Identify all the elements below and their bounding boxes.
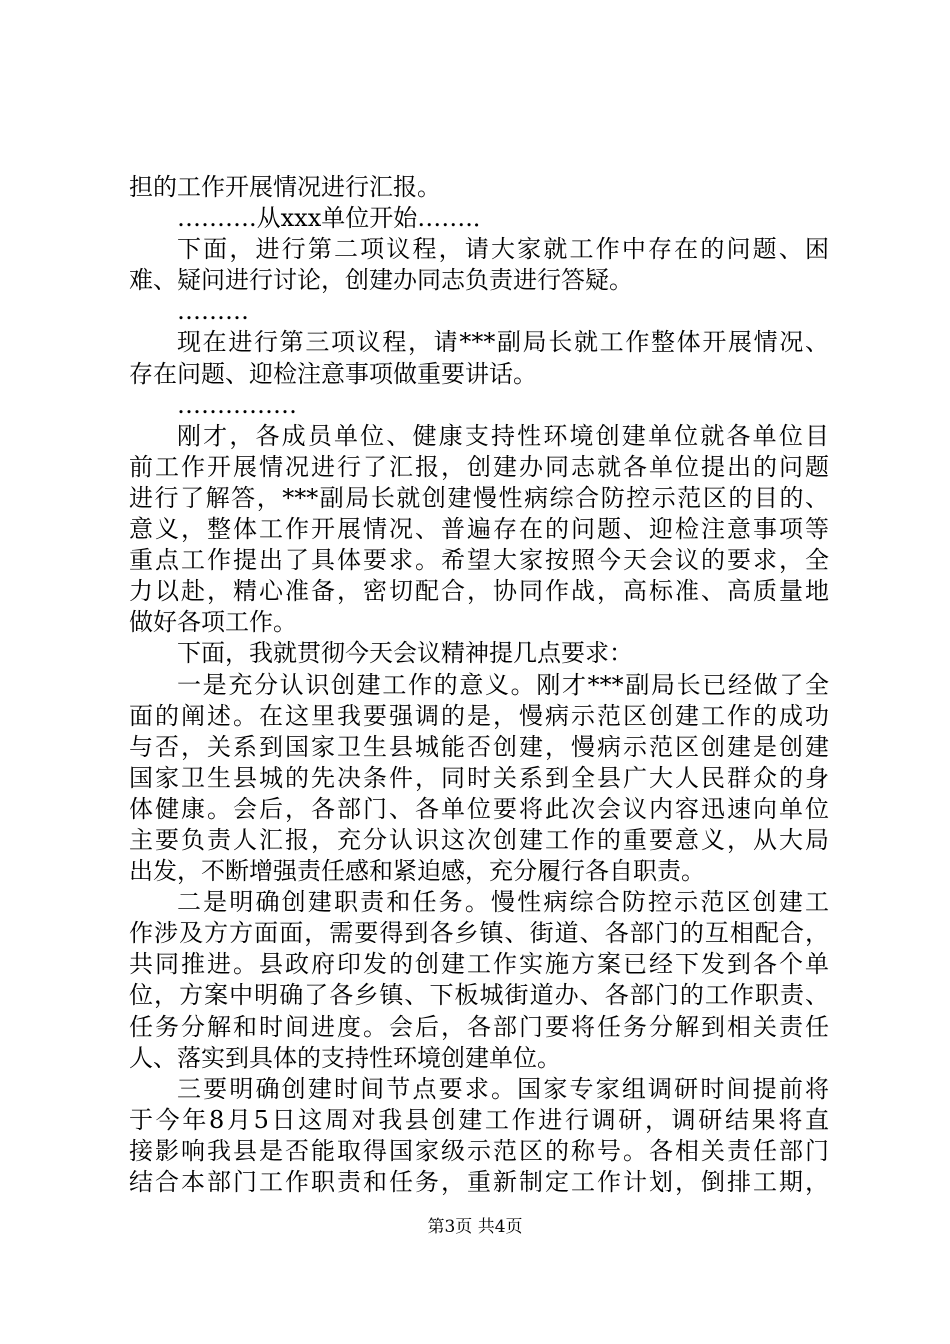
text-line: 体健康。会后，各部门、各单位要将此次会议内容迅速向单位 [129,794,829,823]
page-number-label: 第3页 共4页 [427,1217,523,1237]
text-line: 存在问题、迎检注意事项做重要讲话。 [129,359,537,388]
text-line: 刚才，各成员单位、健康支持性环境创建单位就各单位目 [177,421,829,450]
text-line: 一是充分认识创建工作的意义。刚才***副局长已经做了全 [177,670,829,699]
text-line: ……….从xxx单位开始…….． [177,204,497,233]
text-line: 接影响我县是否能取得国家级示范区的称号。各相关责任部门 [129,1136,829,1165]
text-line: …………… [177,390,297,419]
text-line: 做好各项工作。 [129,608,297,637]
text-line: 下面，进行第二项议程，请大家就工作中存在的问题、困 [177,235,829,264]
text-line: 进行了解答，***副局长就创建慢性病综合防控示范区的目的、 [129,483,829,512]
text-line: 任务分解和时间进度。会后，各部门要将任务分解到相关责任 [129,1012,829,1041]
text-line: 担的工作开展情况进行汇报。 [129,173,441,201]
document-body [129,172,829,1198]
text-line: ……… [177,297,249,326]
text-line: 与否，关系到国家卫生县城能否创建，慢病示范区创建是创建 [129,732,829,761]
text-line: 人、落实到具体的支持性环境创建单位。 [129,1043,561,1072]
text-line: 力以赴，精心准备，密切配合，协同作战，高标准、高质量地 [129,577,829,606]
text-line: 共同推进。县政府印发的创建工作实施方案已经下发到各个单 [129,950,829,979]
text-line: 作涉及方方面面，需要得到各乡镇、街道、各部门的互相配合， [129,919,829,948]
text-line: 结合本部门工作职责和任务，重新制定工作计划，倒排工期， [129,1168,829,1196]
text-line: 位，方案中明确了各乡镇、下板城街道办、各部门的工作职责、 [129,981,829,1010]
text-line: 现在进行第三项议程，请***副局长就工作整体开展情况、 [177,328,829,357]
text-line: 面的阐述。在这里我要强调的是，慢病示范区创建工作的成功 [129,701,829,730]
text-line: 出发，不断增强责任感和紧迫感，充分履行各自职责。 [129,857,705,886]
text-line: 三要明确创建时间节点要求。国家专家组调研时间提前将 [177,1074,829,1103]
text-line: 主要负责人汇报，充分认识这次创建工作的重要意义，从大局 [129,825,829,854]
text-line: 前工作开展情况进行了汇报，创建办同志就各单位提出的问题 [129,452,829,481]
text-line: 下面，我就贯彻今天会议精神提几点要求： [177,639,633,668]
text-line: 国家卫生县城的先决条件，同时关系到全县广大人民群众的身 [129,763,829,792]
text-line: 意义，整体工作开展情况、普遍存在的问题、迎检注意事项等 [129,515,829,544]
text-line: 于今年8月5日这周对我县创建工作进行调研，调研结果将直 [129,1105,829,1134]
text-line: 难、疑问进行讨论，创建办同志负责进行答疑。 [129,266,633,295]
page-footer [0,1216,950,1238]
text-line: 重点工作提出了具体要求。希望大家按照今天会议的要求，全 [129,546,829,575]
text-line: 二是明确创建职责和任务。慢性病综合防控示范区创建工 [177,888,829,917]
